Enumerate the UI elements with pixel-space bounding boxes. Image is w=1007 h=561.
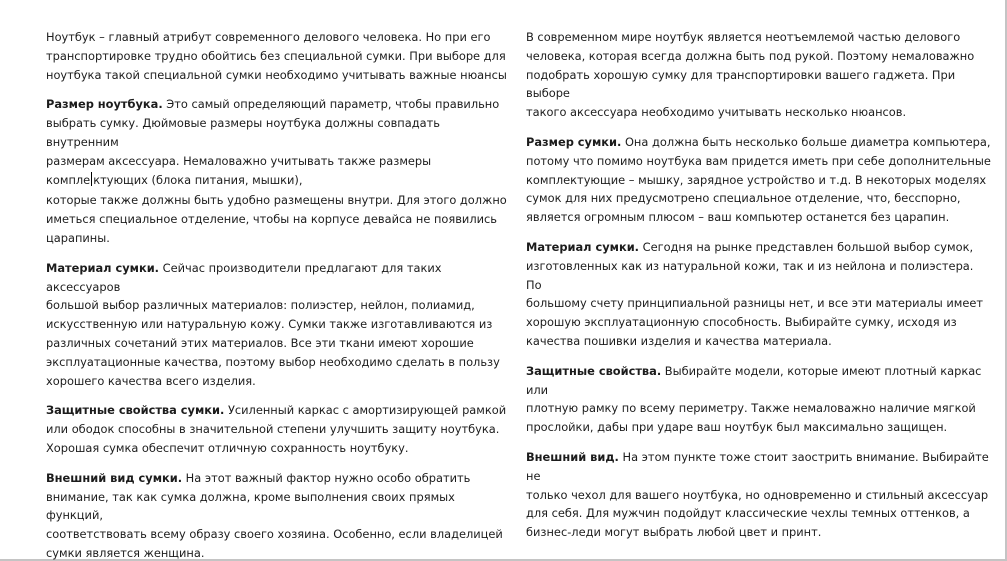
left-text-column (46, 28, 511, 561)
appearance-paragraph-right (526, 448, 991, 542)
protective-properties-paragraph-right (526, 362, 991, 437)
paragraph-heading: Защитные свойства сумки. (46, 403, 225, 418)
intro-paragraph-left (46, 28, 511, 84)
paragraph-text: Усиленный каркас с амортизирующей рамкой или ободок способны в значительной степени улучшить защиту ноутбука. Хорошая сумка обеспечит отличную сохранность ноутбуку. (46, 403, 507, 455)
paragraph-text-after-cursor: ктующих (блока питания, мышки), (93, 172, 303, 187)
paragraph-heading: Внешний вид. (526, 449, 619, 464)
paragraph-text: Она должна быть несколько больше диаметра компьютера, потому что помимо ноутбука вам придется иметь при себе дополнительные комплектующие – мышку, зарядное устройство и т.д. В некоторых моделях сумок для них предусмотрено специальное отделение, что, бесспорно, является огромным плюсом – ваш компьютер останется без царапин. (526, 134, 991, 225)
paragraph-text: На этом пункте тоже стоит заострить внимание. Выбирайте не только чехол для вашего ноутбука, но одновременно и стильный аксессуар для себя. Для мужчин подойдут классические чехлы темных оттенков, а бизнес-леди могут выбрать любой цвет и принт. (526, 449, 989, 540)
paragraph-text: Сегодня на рынке представлен большой выбор сумок, изготовленных как из натуральной кожи, так и из нейлона и полиэстера. По большому счету принципиальной разницы нет, и все эти материалы имеет хорошую эксплуатационную способность. Выбирайте сумку, исходя из качества пошивки изделия и качества материала. (526, 239, 984, 348)
laptop-size-paragraph (46, 95, 511, 189)
paragraph-text: В современном мире ноутбук является неотъемлемой частью делового человека, которая всегда должна быть под рукой. Поэтому немаловажно подобрать хорошую сумку для транспортировки вашего гаджета. При выборе такого аксессуара необходимо учитывать несколько нюансов. (526, 30, 975, 120)
paragraph-heading: Материал сумки. (526, 239, 640, 254)
right-text-column (526, 28, 991, 553)
paragraph-text: Выбирайте модели, которые имеют плотный каркас или плотную рамку по всему периметру. Также немаловажно наличие мягкой прослойки, дабы при ударе ваш ноутбук был максимально защищен. (526, 363, 982, 435)
paragraph-text: Ноутбук – главный атрибут современного делового человека. Но при его транспортировке трудно обойтись без специальной сумки. При выборе для ноутбука такой специальной сумки необходимо учитывать важные нюансы (46, 30, 507, 82)
bag-appearance-paragraph-left (46, 469, 511, 561)
paragraph-text: На этот важный фактор нужно особо обратить внимание, так как сумка должна, кроме выполнения своих прямых функций, соответствовать всему образу своего хозяина. Особенно, если владелицей сумки является женщина. (46, 470, 503, 560)
paragraph-heading: Размер сумки. (526, 134, 622, 149)
protective-properties-paragraph-left (46, 401, 511, 457)
paragraph-heading: Материал сумки. (46, 260, 160, 275)
paragraph-text: которые также должны быть удобно размещены внутри. Для этого должно иметься специальное отделение, чтобы на корпусе девайса не появились царапины. (46, 193, 507, 245)
paragraph-text: Это самый определяющий параметр, чтобы правильно выбрать сумку. Дюймовые размеры ноутбука должны совпадать внутренним размерам аксессуара. Немаловажно учитывать также размеры компле (46, 97, 500, 187)
bag-material-paragraph-left (46, 259, 511, 391)
bag-size-paragraph (526, 133, 991, 227)
laptop-size-continuation-paragraph (46, 191, 511, 247)
paragraph-heading: Размер ноутбука. (46, 97, 163, 112)
bag-material-paragraph-right (526, 238, 991, 351)
paragraph-heading: Защитные свойства. (526, 363, 662, 378)
paragraph-text: Сейчас производители предлагают для таких аксессуаров большой выбор различных материалов: полиэстер, нейлон, полиамид, искусственную или натуральную кожу. Сумки также изготавливаются из различных сочетаний этих материалов. Все эти ткани имеют хорошие эксплуатационные качества, поэтому выбор необходимо сделать в пользу хорошего качества всего изделия. (46, 260, 500, 388)
intro-paragraph-right (526, 28, 991, 122)
paragraph-heading: Внешний вид сумки. (46, 470, 183, 485)
